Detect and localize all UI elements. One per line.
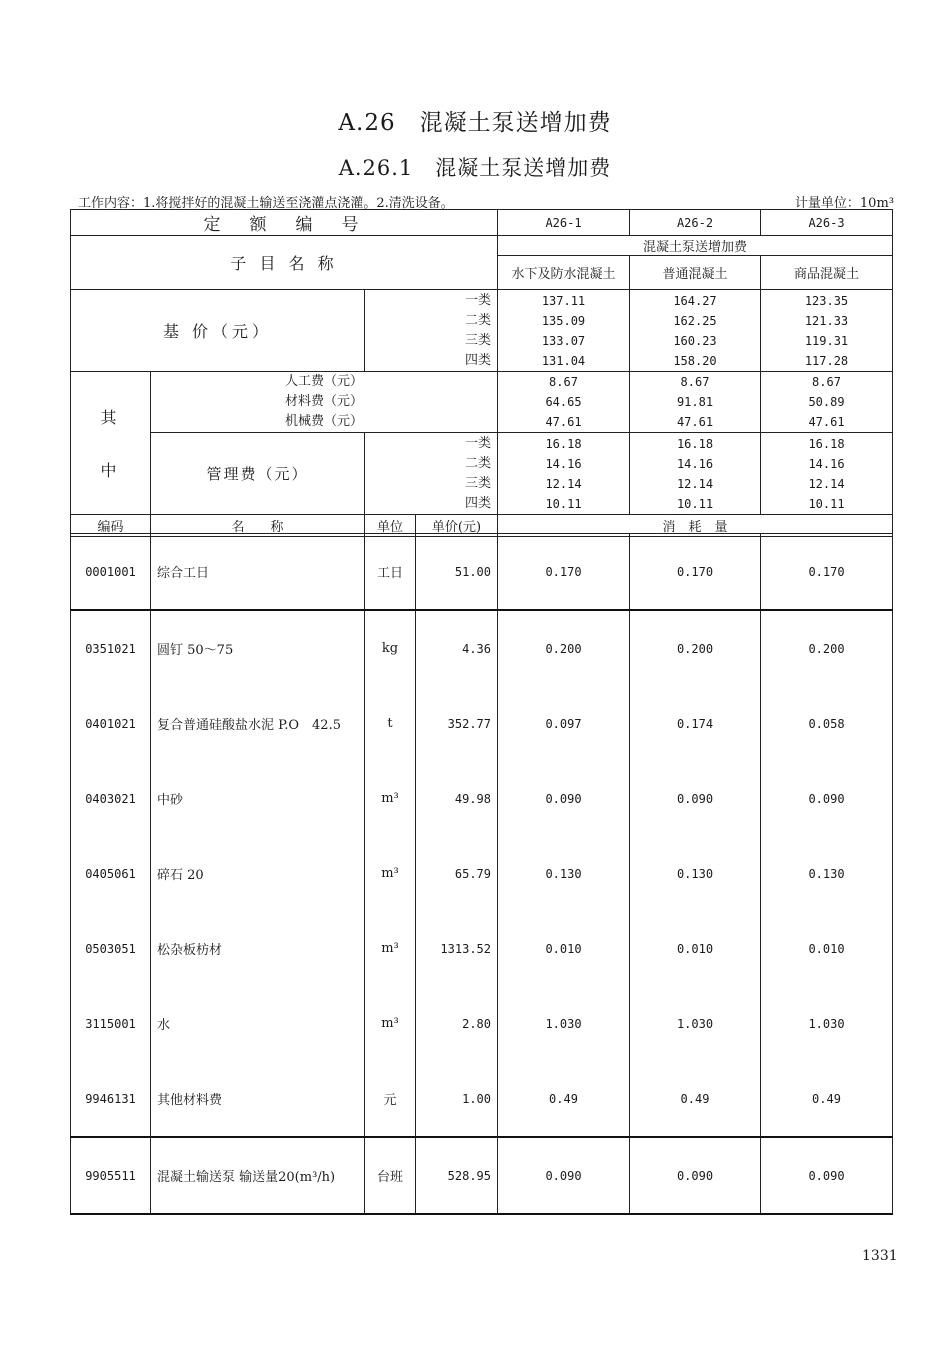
consumption-value: 0.200 — [630, 610, 761, 686]
resource-code: 0503051 — [71, 911, 151, 986]
consumption-value: 0.170 — [498, 534, 630, 611]
among-label-2: 中 — [100, 461, 121, 480]
resource-name: 综合工日 — [151, 534, 365, 611]
mgmt-value: 16.18 — [545, 436, 582, 451]
cost-values — [498, 372, 630, 433]
consumption-value: 0.49 — [761, 1061, 893, 1137]
mgmt-values — [630, 433, 761, 515]
mgmt-values — [761, 433, 893, 515]
resource-unit: t — [365, 686, 416, 761]
class-label: 一类 — [464, 435, 491, 451]
col-code: 编码 — [71, 515, 151, 537]
resource-unit: 台班 — [365, 1137, 416, 1214]
material-row — [71, 610, 893, 686]
price-value: 160.23 — [673, 333, 717, 348]
base-price-label: 基 价（元） — [71, 290, 365, 372]
col-consumption: 消 耗 量 — [498, 515, 893, 537]
resource-price: 51.00 — [416, 534, 498, 611]
consumption-value: 0.058 — [761, 686, 893, 761]
consumption-value: 0.010 — [630, 911, 761, 986]
cost-value: 50.89 — [808, 395, 845, 409]
consumption-value: 0.010 — [498, 911, 630, 986]
class-label: 三类 — [464, 332, 491, 348]
cost-value: 8.67 — [812, 375, 841, 389]
price-value: 121.33 — [804, 313, 849, 328]
resource-name: 水 — [151, 986, 365, 1061]
consumption-value: 0.170 — [761, 534, 893, 611]
material-row — [71, 1061, 893, 1137]
quota-code: A26-3 — [761, 210, 893, 236]
resource-unit: m³ — [365, 911, 416, 986]
labor-row — [71, 534, 893, 611]
price-value: 162.25 — [673, 313, 717, 328]
resource-price: 4.36 — [416, 610, 498, 686]
price-value: 164.27 — [673, 293, 717, 308]
col-price: 单价(元) — [416, 515, 498, 537]
resource-table — [70, 533, 893, 1215]
resource-price: 352.77 — [416, 686, 498, 761]
consumption-value: 0.200 — [498, 610, 630, 686]
resource-code: 0001001 — [71, 534, 151, 611]
material-row — [71, 686, 893, 761]
base-price-values — [498, 290, 630, 372]
cost-value: 8.67 — [680, 375, 710, 389]
mgmt-value: 14.16 — [545, 456, 582, 471]
page-title: A.26 混凝土泵送增加费 — [338, 110, 612, 136]
cost-values — [630, 372, 761, 433]
resource-code: 0403021 — [71, 761, 151, 836]
class-label: 一类 — [464, 292, 491, 308]
base-price-values — [630, 290, 761, 372]
item-name-label: 子 目 名 称 — [71, 236, 498, 290]
consumption-value: 0.170 — [630, 534, 761, 611]
resource-price: 65.79 — [416, 836, 498, 911]
consumption-value: 1.030 — [630, 986, 761, 1061]
quota-code: A26-1 — [498, 210, 630, 236]
resource-price: 1.00 — [416, 1061, 498, 1137]
col-unit: 单位 — [365, 515, 416, 537]
resource-name: 复合普通硅酸盐水泥 P.O 42.5 — [151, 686, 365, 761]
price-value: 133.07 — [541, 333, 586, 348]
quota-code-label: 定 额 编 号 — [71, 210, 498, 236]
consumption-value: 1.030 — [761, 986, 893, 1061]
cost-value: 47.61 — [676, 415, 714, 429]
cost-value: 8.67 — [549, 375, 578, 389]
cost-value: 47.61 — [808, 415, 845, 429]
mgmt-value: 12.14 — [545, 476, 582, 491]
resource-name: 中砂 — [151, 761, 365, 836]
mgmt-value: 12.14 — [676, 476, 714, 491]
base-price-values — [761, 290, 893, 372]
resource-name: 混凝土输送泵 输送量20(m³/h) — [151, 1137, 365, 1214]
group-label: 混凝土泵送增加费 — [498, 236, 893, 256]
among-label-1: 其 — [100, 408, 121, 427]
mgmt-value: 12.14 — [808, 476, 845, 491]
consumption-value: 0.090 — [498, 761, 630, 836]
price-value: 119.31 — [804, 333, 849, 348]
mgmt-value: 16.18 — [808, 436, 845, 451]
consumption-value: 0.130 — [498, 836, 630, 911]
resource-code: 0405061 — [71, 836, 151, 911]
among-label — [71, 372, 151, 515]
base-price-classes — [365, 290, 498, 372]
mgmt-value: 16.18 — [676, 436, 714, 451]
consumption-value: 0.49 — [630, 1061, 761, 1137]
consumption-value: 0.010 — [761, 911, 893, 986]
resource-name: 其他材料费 — [151, 1061, 365, 1137]
price-value: 117.28 — [804, 353, 849, 368]
resource-code: 9946131 — [71, 1061, 151, 1137]
consumption-value: 0.200 — [761, 610, 893, 686]
unit-note: 计量单位：10m³ — [794, 196, 894, 211]
page-number: 1331 — [862, 1248, 898, 1264]
price-value: 158.20 — [673, 353, 717, 368]
consumption-value: 1.030 — [498, 986, 630, 1061]
resource-name: 圆钉 50～75 — [151, 610, 365, 686]
material-row — [71, 986, 893, 1061]
item-name: 商品混凝土 — [761, 256, 893, 290]
cost-value: 47.61 — [545, 415, 582, 429]
machinery-row — [71, 1137, 893, 1214]
item-name: 水下及防水混凝土 — [498, 256, 630, 290]
price-value: 137.11 — [541, 293, 586, 308]
consumption-value: 0.090 — [498, 1137, 630, 1214]
mgmt-value: 10.11 — [676, 496, 714, 511]
col-name: 名 称 — [151, 515, 365, 537]
consumption-value: 0.174 — [630, 686, 761, 761]
resource-price: 49.98 — [416, 761, 498, 836]
class-label: 四类 — [464, 352, 491, 368]
resource-code: 0401021 — [71, 686, 151, 761]
cost-label: 机械费（元） — [284, 414, 363, 429]
resource-unit: 元 — [365, 1061, 416, 1137]
mgmt-values — [498, 433, 630, 515]
work-content: 工作内容：1.将搅拌好的混凝土输送至浇灌点浇灌。2.清洗设备。 — [78, 196, 454, 211]
price-value: 131.04 — [541, 353, 586, 368]
material-row — [71, 836, 893, 911]
material-row — [71, 761, 893, 836]
item-name: 普通混凝土 — [630, 256, 761, 290]
quota-table — [70, 209, 893, 537]
cost-value: 64.65 — [545, 395, 582, 409]
consumption-value: 0.090 — [761, 1137, 893, 1214]
section-title: A.26.1 混凝土泵送增加费 — [338, 156, 612, 180]
resource-code: 9905511 — [71, 1137, 151, 1214]
class-label: 三类 — [464, 475, 491, 491]
consumption-value: 0.097 — [498, 686, 630, 761]
mgmt-value: 10.11 — [545, 496, 582, 511]
resource-unit: 工日 — [365, 534, 416, 611]
cost-value: 91.81 — [676, 395, 714, 409]
class-label: 四类 — [464, 495, 491, 511]
cost-label: 材料费（元） — [284, 394, 363, 409]
quota-code: A26-2 — [630, 210, 761, 236]
consumption-value: 0.130 — [761, 836, 893, 911]
resource-price: 1313.52 — [416, 911, 498, 986]
resource-code: 0351021 — [71, 610, 151, 686]
consumption-value: 0.49 — [498, 1061, 630, 1137]
mgmt-label: 管理费（元） — [151, 433, 365, 515]
class-label: 二类 — [464, 455, 491, 471]
price-value: 135.09 — [541, 313, 586, 328]
cost-values — [761, 372, 893, 433]
cost-label: 人工费（元） — [284, 374, 363, 389]
mgmt-value: 14.16 — [676, 456, 714, 471]
price-value: 123.35 — [804, 293, 849, 308]
consumption-value: 0.090 — [630, 1137, 761, 1214]
consumption-value: 0.090 — [761, 761, 893, 836]
mgmt-value: 14.16 — [808, 456, 845, 471]
resource-unit: m³ — [365, 761, 416, 836]
consumption-value: 0.090 — [630, 761, 761, 836]
material-row — [71, 911, 893, 986]
consumption-value: 0.130 — [630, 836, 761, 911]
resource-name: 松杂板枋材 — [151, 911, 365, 986]
resource-unit: kg — [365, 610, 416, 686]
resource-price: 528.95 — [416, 1137, 498, 1214]
mgmt-classes — [365, 433, 498, 515]
resource-unit: m³ — [365, 986, 416, 1061]
resource-name: 碎石 20 — [151, 836, 365, 911]
mgmt-value: 10.11 — [808, 496, 845, 511]
class-label: 二类 — [464, 312, 491, 328]
resource-unit: m³ — [365, 836, 416, 911]
resource-code: 3115001 — [71, 986, 151, 1061]
cost-labels — [151, 372, 498, 433]
resource-price: 2.80 — [416, 986, 498, 1061]
